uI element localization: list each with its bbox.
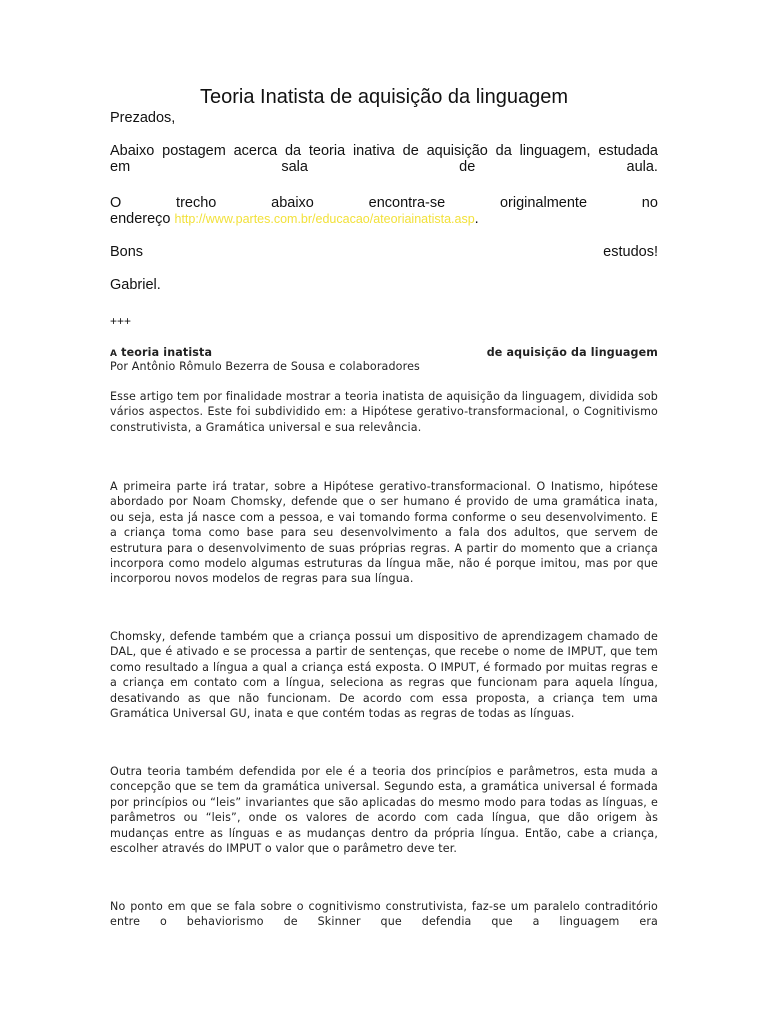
article-paragraph-4: Outra teoria também defendida por ele é a teoria dos princípios e parâmetros, esta muda a concepção que se tem da gramática universal. Segundo esta, a gramática universal é formada por princípios ou “leis” invariantes que são aplicadas do mesmo modo para todas as línguas, e parâmetros ou “leis”, onde os valores de acordo com cada língua, que dão origem às mudanças entre as línguas e as mudanças dentro da própria língua. Então, cabe a criança, escolher através do IMPUT o valor que o parâmetro deve ter. <box>110 765 658 856</box>
address-prefix: endereço <box>110 211 171 227</box>
closing-line <box>110 244 658 260</box>
word: no <box>641 195 658 211</box>
intro-paragraph-2 <box>110 195 658 227</box>
greeting: Prezados, <box>110 110 176 126</box>
heading-left-text: teoria inatista <box>121 346 213 359</box>
intro-paragraph-2-line-2 <box>110 211 658 227</box>
separator: +++ <box>110 314 132 328</box>
word: trecho <box>176 195 217 211</box>
intro-paragraph-2-line-1 <box>110 195 658 211</box>
article-paragraph-3: Chomsky, defende também que a criança possui um dispositivo de aprendizagem chamado de DAL, que é ativado e se processa a partir de sentenças, que recebe o nome de IMPUT, que tem como resultado a língua a qual a criança está exposta. O IMPUT, é formado por muitas regras e a criança em contato com a língua, seleciona as regras que funcionam para aquela língua, desativando as que não funcionam. De acordo com essa proposta, a criança tem uma Gramática Universal GU, inata e que contém todas as regras de todas as línguas. <box>110 630 658 721</box>
intro-paragraph-1-line-2 <box>110 159 658 175</box>
intro-paragraph-1 <box>110 143 658 175</box>
word: sala <box>281 159 308 175</box>
article-byline: Por Antônio Rômulo Bezerra de Sousa e colaboradores <box>110 360 420 373</box>
signature: Gabriel. <box>110 277 161 293</box>
word: originalmente <box>499 195 588 211</box>
closing-left: Bons <box>110 244 144 260</box>
closing-right: estudos! <box>603 244 658 260</box>
page-title: Teoria Inatista de aquisição da linguagem <box>199 86 569 108</box>
word: em <box>110 159 131 175</box>
heading-initial: A <box>110 349 118 359</box>
article-paragraph-5: No ponto em que se fala sobre o cognitivismo construtivista, faz-se um paralelo contraditório entre o behaviorismo de Skinner que defendia que a linguagem era <box>110 900 658 929</box>
word: de <box>459 159 476 175</box>
word: encontra-se <box>368 195 446 211</box>
article-paragraph-2: A primeira parte irá tratar, sobre a Hipótese gerativo-transformacional. O Inatismo, hipótese abordado por Noam Chomsky, defende que o ser humano é provido de uma gramática inata, ou seja, esta já nasce com a pessoa, e vai tomando forma conforme o seu desenvolvimento. E a criança toma como base para seu desenvolvimento a fala dos adultos, que servem de estrutura para o desenvolvimento de suas próprias regras. A partir do momento que a criança incorpora como modelo algumas estruturas da língua mãe, não é porque imitou, mas por que incorporou novos modelos de regras para sua língua. <box>110 480 658 586</box>
period: . <box>474 211 479 227</box>
article-heading-right: de aquisição da linguagem <box>486 346 658 359</box>
word: abaixo <box>271 195 314 211</box>
intro-paragraph-1-line-1: Abaixo postagem acerca da teoria inativa de aquisição da linguagem, estudada <box>110 143 658 159</box>
article-paragraph-1: Esse artigo tem por finalidade mostrar a teoria inatista de aquisição da linguagem, dividida sob vários aspectos. Este foi subdividido em: a Hipótese gerativo-transformacional, o Cognitivismo construtivista, a Gramática universal e sua relevância. <box>110 390 658 434</box>
word: aula. <box>626 159 658 175</box>
source-link[interactable]: http://www.partes.com.br/educacao/ateoriainatista.asp <box>174 212 475 226</box>
word: O <box>110 195 122 211</box>
